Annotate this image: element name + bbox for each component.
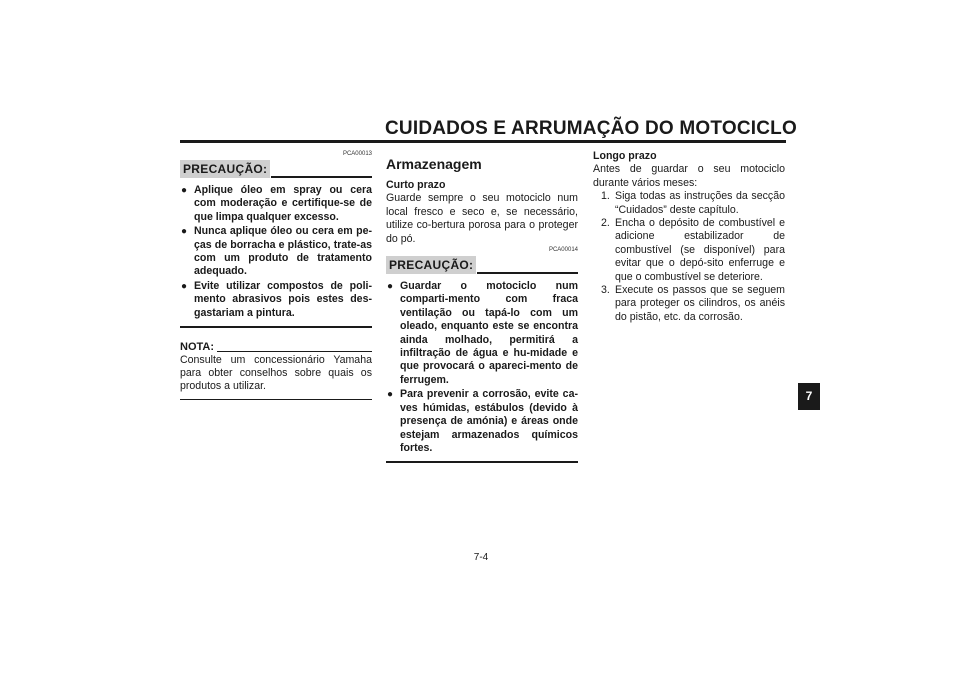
step-number: 1. [601, 190, 610, 203]
subhead-short-term: Curto prazo [386, 179, 446, 191]
chapter-tab: 7 [798, 383, 820, 410]
column-long-term [593, 150, 785, 324]
reference-code: PCA00014 [548, 247, 578, 254]
caution-heading [180, 160, 372, 178]
step-item [593, 284, 785, 324]
step-number: 2. [601, 217, 610, 230]
section-title-storage: Armazenagem [386, 156, 482, 172]
header-rule [180, 140, 786, 143]
note-text: Consulte um concessionário Yamaha para obter conselhos sobre quais os produtos a utilizar. [180, 353, 372, 393]
caution-item: ● Aplique óleo em spray ou cera com moderação e certifique-se de que limpa qualquer excesso. [180, 184, 372, 224]
step-item [593, 217, 785, 284]
note-end-rule [180, 399, 372, 400]
step-text: Siga todas as instruções da secção “Cuidados” deste capítulo. [615, 190, 785, 216]
note-label: NOTA: [180, 340, 215, 353]
caution-label: PRECAUÇÃO: [386, 256, 476, 274]
step-text: Execute os passos que se seguem para proteger os cilindros, os anéis do pistão, etc. da corrosão. [615, 284, 785, 323]
caution-label: PRECAUÇÃO: [180, 160, 270, 178]
caution-item: ● Nunca aplique óleo ou cera em pe-ças de borracha e plástico, trate-as com um produto de tratamento adequado. [180, 225, 372, 279]
reference-code: PCA00013 [342, 151, 372, 157]
caution-item: ● Para prevenir a corrosão, evite ca-ves húmidas, estábulos (devido à presença de amónia) e áreas onde estejam armazenados químicos fortes. [386, 388, 578, 455]
short-term-paragraph: Guarde sempre o seu motociclo num local fresco e seco e, se necessário, utilize co-bertura porosa para o proteger do pó. [386, 192, 578, 245]
column-storage [386, 150, 578, 463]
caution-heading-rule [271, 176, 372, 178]
note-heading-rule [217, 351, 372, 352]
step-item [593, 190, 785, 217]
steps-list [593, 190, 785, 324]
page-title: CUIDADOS E ARRUMAÇÃO DO MOTOCICLO [385, 118, 797, 139]
subhead-long-term: Longo prazo [593, 150, 657, 162]
step-text: Encha o depósito de combustível e adicione estabilizador de combustível (se disponível) para evitar que o depó-sito enferruge e que o combustível se deteriore. [615, 217, 785, 283]
caution-heading-rule [477, 272, 578, 274]
caution-list [180, 184, 372, 320]
caution-heading [386, 256, 578, 274]
step-number: 3. [601, 284, 610, 297]
long-term-intro: Antes de guardar o seu motociclo durante vários meses: [593, 163, 785, 189]
page-number: 7-4 [473, 552, 489, 563]
caution-item: ● Evite utilizar compostos de poli-mento abrasivos pois estes des-gastariam a pintura. [180, 280, 372, 320]
caution-end-rule [386, 461, 578, 463]
caution-list [386, 280, 578, 455]
column-care-warning [180, 150, 372, 400]
caution-end-rule [180, 326, 372, 328]
note-heading [180, 340, 372, 354]
caution-item: ● Guardar o motociclo num comparti-mento com fraca ventilação ou tapá-lo com um oleado, enquanto este se encontra ainda molhado, permitirá a infiltração de água e hu-midade e que provocará o apareci-mento de ferrugem. [386, 280, 578, 387]
